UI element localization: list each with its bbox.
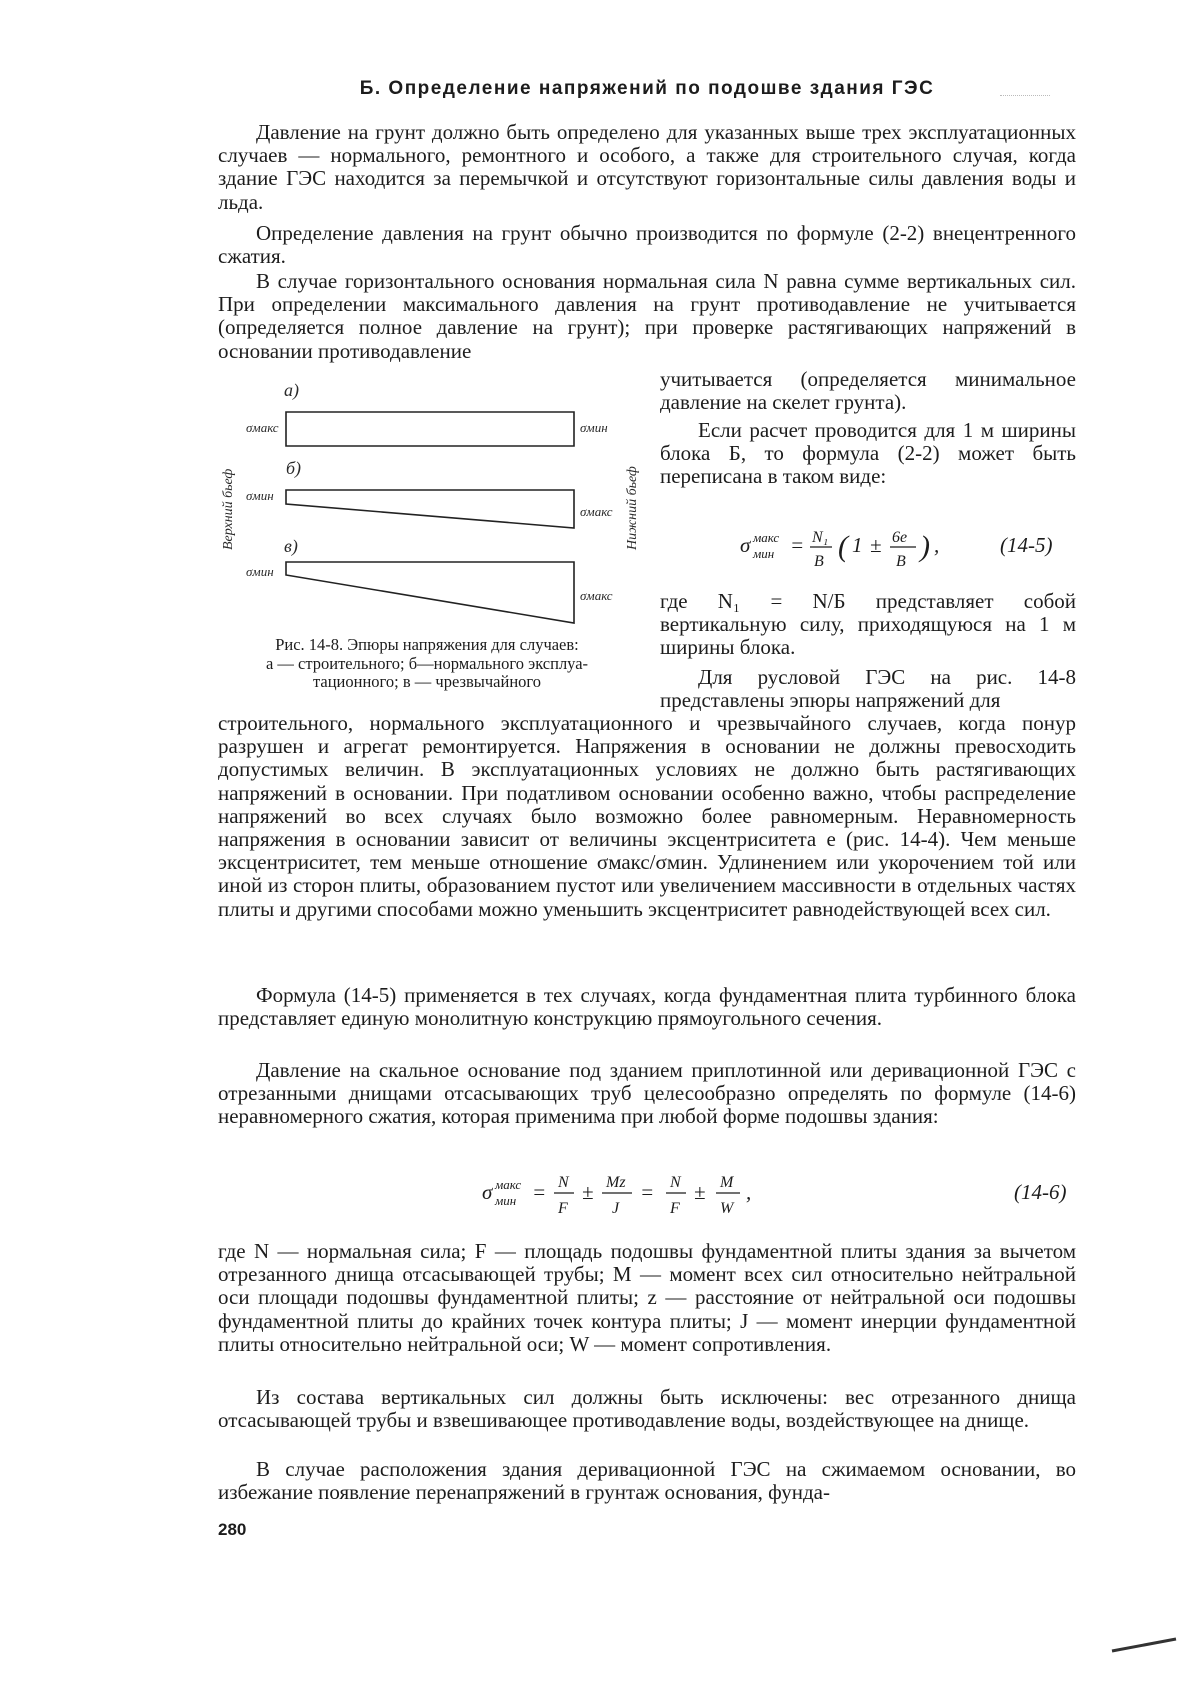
scan-artifact-dots bbox=[1000, 95, 1050, 100]
formula-sup: макс bbox=[495, 1177, 522, 1192]
formula-denominator: F bbox=[558, 1200, 568, 1217]
paragraph-2 bbox=[218, 222, 1076, 268]
svg-text:,: , bbox=[934, 533, 940, 557]
paragraph-3 bbox=[218, 270, 1076, 363]
paragraph-7 bbox=[218, 984, 1076, 1030]
paragraph-4 bbox=[660, 419, 1076, 489]
formula-numerator: Mz bbox=[606, 1174, 626, 1191]
caption-line: Рис. 14-8. Эпюры напряжения для случаев: bbox=[275, 635, 579, 654]
figure-caption bbox=[218, 636, 636, 692]
formula-14-6 bbox=[218, 1165, 1076, 1217]
paragraph-10 bbox=[218, 1386, 1076, 1432]
paragraph-text: где N₁ = N/Б представляет собой вертикальную силу, приходящуюся на 1 м ширины блока. bbox=[660, 589, 1076, 660]
figure-14-8 bbox=[216, 380, 646, 635]
formula-numerator: M bbox=[720, 1174, 734, 1191]
svg-text:=: = bbox=[790, 533, 805, 557]
formula-number: (14-6) bbox=[1014, 1180, 1067, 1204]
svg-text:σ: σ bbox=[482, 1180, 493, 1204]
formula-numerator: N bbox=[670, 1174, 681, 1191]
formula-14-5 bbox=[660, 520, 1076, 568]
diagram-label-a: а) bbox=[284, 380, 299, 400]
sigma-min-label: σмин bbox=[246, 564, 274, 579]
sigma-min-label: σмин bbox=[246, 488, 274, 503]
formula-inner-denominator: B bbox=[896, 553, 906, 570]
formula-14-6-graphic bbox=[218, 1165, 1076, 1221]
svg-text:1: 1 bbox=[852, 533, 863, 557]
downstream-label: Нижний бьеф bbox=[625, 466, 640, 550]
svg-text:±: ± bbox=[870, 533, 882, 557]
formula-numerator: N bbox=[558, 1174, 569, 1191]
stress-diagram bbox=[216, 380, 646, 635]
formula-sub: мин bbox=[495, 1193, 517, 1208]
paragraph-text: Определение давления на грунт обычно производится по формуле (2-2) внецентренного сжатия. bbox=[218, 221, 1076, 269]
paragraph-text: Из состава вертикальных сил должны быть исключены: вес отрезанного днища отсасывающей трубы и взвешивающее противодавление воды, воздействующее на днище. bbox=[218, 1385, 1076, 1433]
sigma-max-label: σмакс bbox=[580, 588, 613, 603]
svg-text:(: ( bbox=[838, 530, 848, 563]
paragraph-text: Если расчет проводится для 1 м ширины блока Б, то формула (2-2) может быть переписана в таком виде: bbox=[660, 418, 1076, 489]
formula-denominator: F bbox=[670, 1200, 680, 1217]
paragraph-text: учитывается (определяется минимальное давление на скелет грунта). bbox=[660, 367, 1076, 415]
sigma-min-label: σмин bbox=[580, 420, 608, 435]
paragraph-text: Давление на грунт должно быть определено для указанных выше трех эксплуатационных случаев — нормального, ремонтного и особого, а также для строительного случая, когда здание ГЭС находится за перемычкой и отсутствуют горизонтальные силы давления воды и льда. bbox=[218, 120, 1076, 214]
formula-denominator: B bbox=[814, 553, 824, 570]
paragraph-text: строительного, нормального эксплуатационного и чрезвычайного случаев, когда понур разрушен и агрегат ремонтируется. Напряжения в основании не должны превосходить допустимых величин. В эксплуатационных условиях не должно быть растягивающих напряжений в основании. При податливом основании особенно важно, чтобы распределение напряжений во всех случаях было возможно более равномерным. Неравномерность напряжения в основании зависит от величины эксцентриситета e (рис. 14-4). Чем меньше эксцентриситет, тем меньше отношение σмакс/σмин. Удлинением или укорочением той или иной из сторон плиты, образованием пустот или увеличением массивности в отдельных частях плиты и другими способами можно уменьшить эксцентриситет равнодействующей всех сил. bbox=[218, 711, 1076, 921]
paragraph-text: В случае горизонтального основания нормальная сила N равна сумме вертикальных сил. При определении максимального давления на грунт противодавление не учитывается (определяется полное давление на грунт); при проверке растягивающих напряжений в основании противодавление bbox=[218, 269, 1076, 363]
upstream-label: Верхний бьеф bbox=[221, 468, 236, 550]
diagram-b-shape bbox=[286, 490, 574, 528]
paragraph-6-start bbox=[660, 666, 1076, 712]
formula-sub: мин bbox=[753, 546, 775, 561]
svg-text:σ: σ bbox=[740, 533, 751, 557]
paragraph-text: где N — нормальная сила; F — площадь подошвы фундаментной плиты здания за вычетом отрезанного днища отсасывающей трубы; M — момент всех сил относительно нейтральной оси площади подошвы фундаментной плиты; z — расстояние от нейтральной оси подошвы фундаментной плиты до крайних точек контура плиты; J — момент инерции фундаментной плиты относительно нейтральной оси; W — момент сопротивления. bbox=[218, 1239, 1076, 1356]
sigma-max-label: σмакс bbox=[246, 420, 279, 435]
diagram-v-shape bbox=[286, 562, 574, 623]
svg-text:=: = bbox=[640, 1180, 655, 1204]
paragraph-1 bbox=[218, 121, 1076, 214]
svg-text:,: , bbox=[746, 1180, 752, 1204]
paragraph-3-continued bbox=[660, 368, 1076, 414]
paragraph-text: Для русловой ГЭС на рис. 14-8 представлены эпюры напряжений для bbox=[660, 665, 1076, 713]
diagram-label-v: в) bbox=[284, 536, 298, 556]
paragraph-11 bbox=[218, 1458, 1076, 1504]
paragraph-text: Формула (14-5) применяется в тех случаях, когда фундаментная плита турбинного блока представляет единую монолитную конструкцию прямоугольного сечения. bbox=[218, 983, 1076, 1031]
caption-line: а — строительного; б—нормального эксплуа- bbox=[265, 653, 589, 673]
svg-text:=: = bbox=[532, 1180, 547, 1204]
svg-text:): ) bbox=[920, 530, 930, 563]
section-heading: Б. Определение напряжений по подошве здания ГЭС bbox=[359, 78, 935, 99]
sigma-max-label: σмакс bbox=[580, 504, 613, 519]
paragraph-text: В случае расположения здания деривационной ГЭС на сжимаемом основании, во избежание появление перенапряжений в грунтаж основания, фунда- bbox=[218, 1457, 1076, 1505]
formula-denominator: W bbox=[720, 1200, 734, 1217]
diagram-a-shape bbox=[286, 412, 574, 446]
formula-number: (14-5) bbox=[1000, 533, 1053, 557]
formula-denominator: J bbox=[612, 1200, 620, 1217]
formula-14-5-graphic bbox=[660, 520, 1076, 576]
paragraph-6 bbox=[218, 712, 1076, 921]
formula-sup: макс bbox=[753, 530, 780, 545]
scan-artifact-mark bbox=[1110, 1635, 1180, 1655]
formula-inner-numerator: 6e bbox=[892, 529, 908, 546]
paragraph-9 bbox=[218, 1240, 1076, 1356]
svg-text:±: ± bbox=[694, 1180, 706, 1204]
formula-numerator: N₁ bbox=[812, 529, 829, 546]
diagram-label-b: б) bbox=[286, 458, 302, 478]
caption-line: тационного; в — чрезвычайного bbox=[312, 672, 542, 691]
svg-text:±: ± bbox=[582, 1180, 594, 1204]
paragraph-text: Давление на скальное основание под зданием приплотинной или деривационной ГЭС с отрезанными днищами отсасывающих труб целесообразно определять по формуле (14-6) неравномерного сжатия, которая применима при любой форме подошвы здания: bbox=[218, 1058, 1076, 1129]
paragraph-8 bbox=[218, 1059, 1076, 1129]
page-number: 280 bbox=[218, 1520, 247, 1539]
paragraph-5 bbox=[660, 590, 1076, 660]
